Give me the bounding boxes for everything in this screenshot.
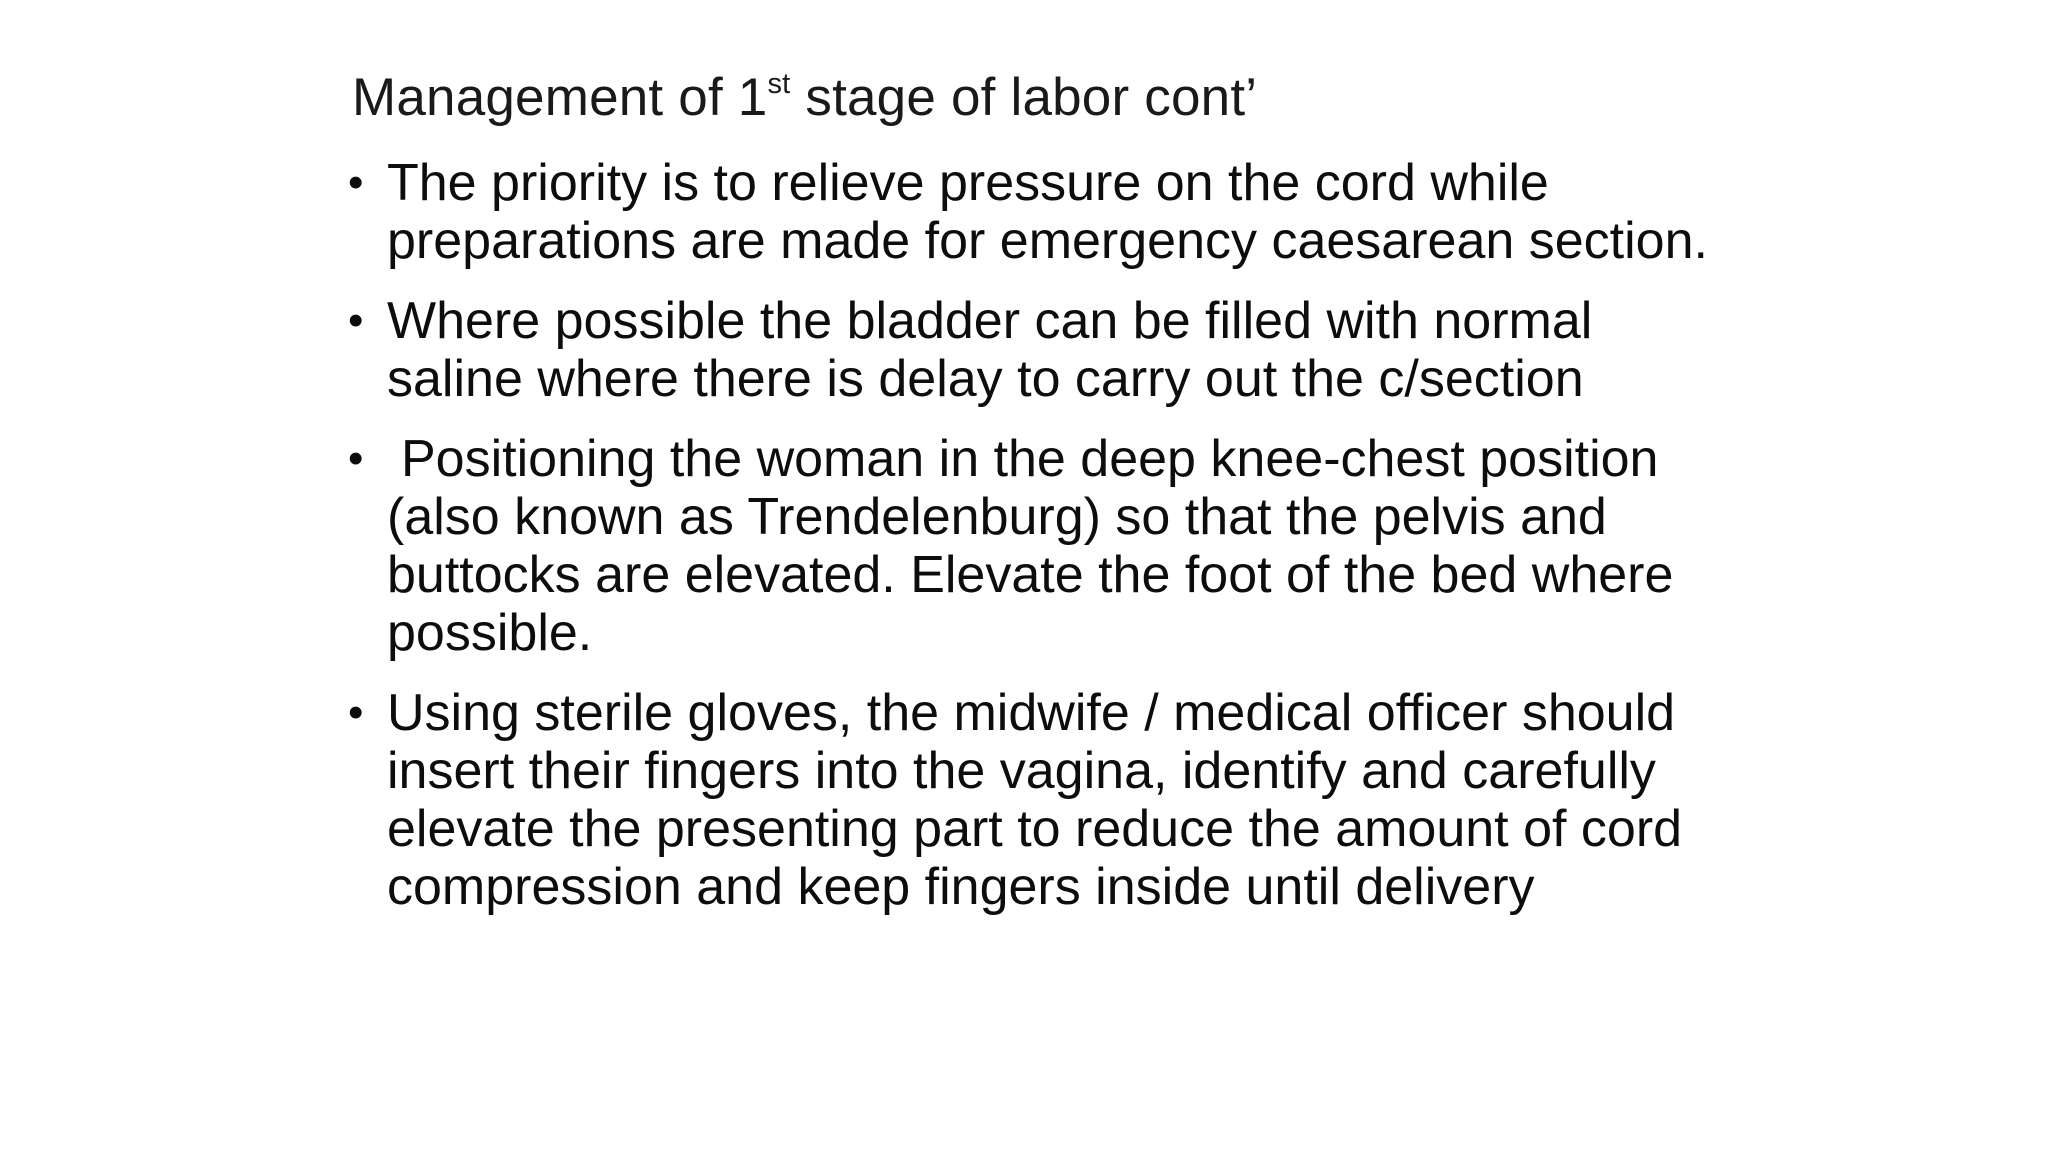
- bullet-dot-icon: •: [348, 434, 364, 483]
- bullet-dot-icon: •: [348, 688, 364, 737]
- bullet-item: [340, 430, 1740, 662]
- bullet-dot-icon: •: [348, 296, 364, 345]
- bullet-text: Where possible the bladder can be filled with normal saline where there is delay to carry out the c/section: [387, 292, 1593, 408]
- bullet-text: The priority is to relieve pressure on the cord while preparations are made for emergency caesarean section.: [387, 154, 1708, 270]
- bullet-text: Using sterile gloves, the midwife / medical officer should insert their fingers into the vagina, identify and carefully elevate the presenting part to reduce the amount of cord compression and keep fingers inside until delivery: [387, 684, 1683, 916]
- bullet-item: [340, 154, 1740, 270]
- bullet-item: [340, 684, 1740, 916]
- bullet-list: [340, 154, 1740, 938]
- bullet-dot-icon: •: [348, 158, 364, 207]
- title-superscript: st: [767, 68, 791, 101]
- bullet-text: Positioning the woman in the deep knee-chest position (also known as Trendelenburg) so that the pelvis and buttocks are elevated. Elevate the foot of the bed where possible.: [387, 430, 1674, 662]
- slide-title: [352, 62, 1257, 134]
- title-main: Management of 1: [352, 68, 768, 127]
- title-rest: stage of labor cont’: [790, 68, 1258, 127]
- bullet-item: [340, 292, 1740, 408]
